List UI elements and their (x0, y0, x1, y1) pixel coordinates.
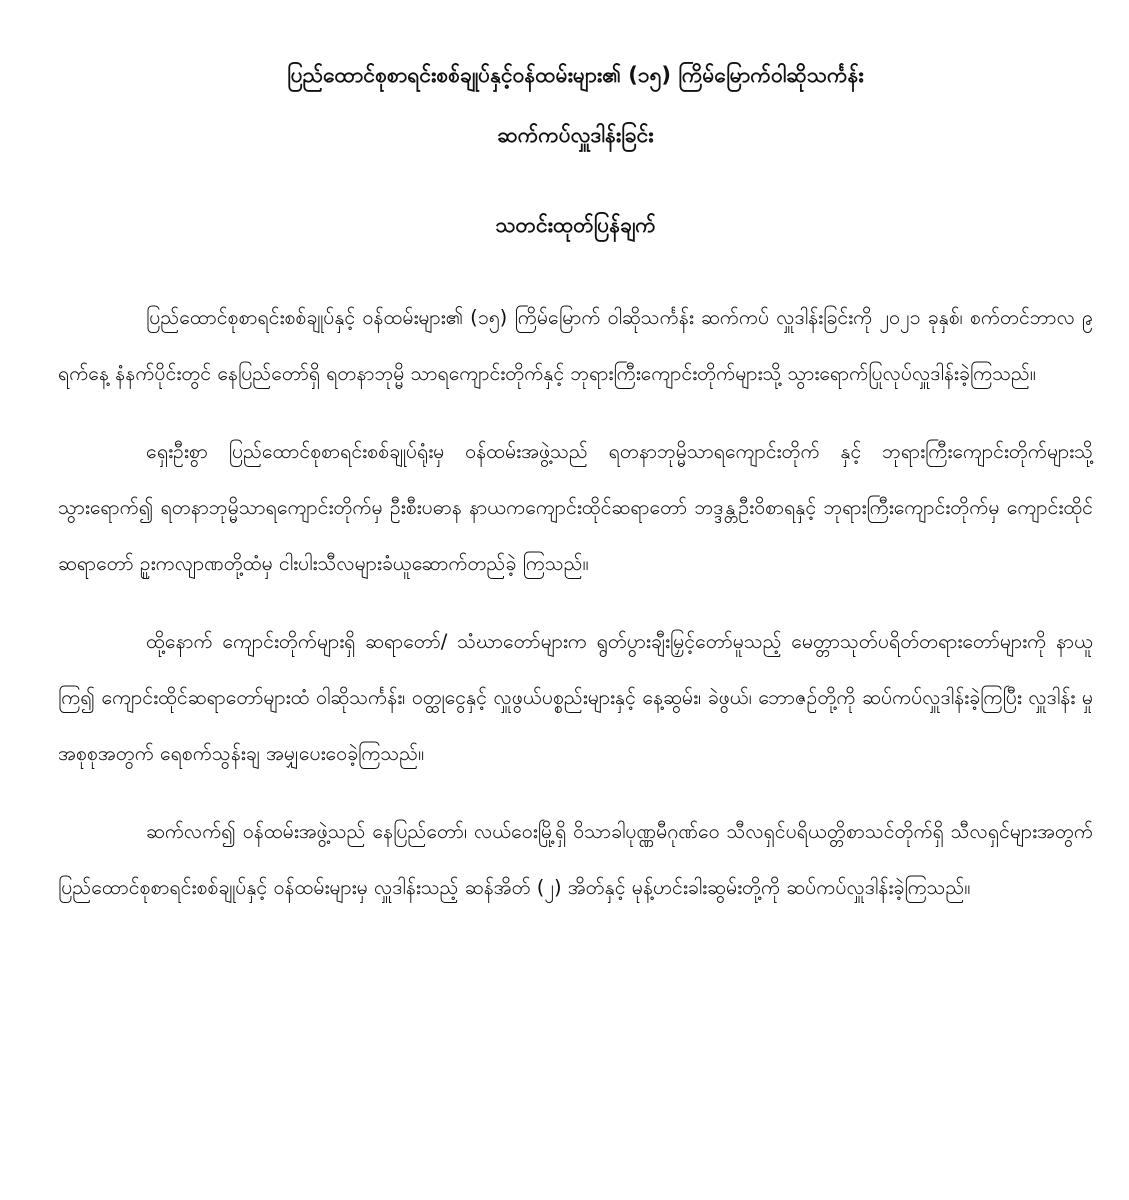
paragraph-3: ထို့နောက် ကျောင်းတိုက်များရှိ ဆရာတော်/ သံဃာတော်များက ရွတ်ပွားချီးမြှင့်တော်မူသည့် မေတ္တာသုတ်ပရိတ်တရားတော်များကို နာယူကြ၍ ကျောင်းထိုင်ဆရာတော်များထံ ဝါဆိုသင်္ကန်း၊ ဝတ္ထုငွေနှင့် လှူဖွယ်ပစ္စည်းများနှင့် နေ့ဆွမ်း၊ ခဲဖွယ်၊ ဘောဇဉ်တို့ကို ဆပ်ကပ်လှူဒါန်းခဲ့ကြပြီး လှူဒါန်း မှုအစုစုအတွက် ရေစက်သွန်းချ အမျှပေးဝေခဲ့ကြသည်။ (58, 630, 1093, 765)
document-body (58, 290, 1093, 916)
paragraph-4: ဆက်လက်၍ ဝန်ထမ်းအဖွဲ့သည် နေပြည်တော်၊ လယ်ဝေးမြို့ရှိ ဝိသာခါပုဏ္ဏမီဂုဏ်ဝေ သီလရှင်ပရိယတ္တိစာသင်တိုက်ရှိ သီလရှင်များအတွက် ပြည်ထောင်စုစာရင်းစစ်ချုပ်နှင့် ဝန်ထမ်းများမှ လှူဒါန်းသည့် ဆန်အိတ် (၂) အိတ်နှင့် မုန့်ဟင်းခါးဆွမ်းတို့ကို ဆပ်ကပ်လှူဒါန်းခဲ့ကြသည်။ (58, 820, 1093, 899)
document-title-line-1: ပြည်ထောင်စုစာရင်းစစ်ချုပ်နှင့်ဝန်ထမ်းများ၏ (၁၅) ကြိမ်မြောက်ဝါဆိုသင်္ကန်း (287, 63, 864, 87)
document-subtitle: သတင်းထုတ်ပြန်ချက် (495, 213, 656, 237)
paragraph-1: ပြည်ထောင်စုစာရင်းစစ်ချုပ်နှင့် ဝန်ထမ်းများ၏ (၁၅) ကြိမ်မြောက် ဝါဆိုသင်္ကန်း ဆက်ကပ် လှူဒါန်းခြင်းကို ၂၀၂၁ ခုနှစ်၊ စက်တင်ဘာလ ၉ ရက်နေ့ နံနက်ပိုင်းတွင် နေပြည်တော်ရှိ ရတနာဘုမ္မိ သာရကျောင်းတိုက်နှင့် ဘုရားကြီးကျောင်းတိုက်များသို့ သွားရောက်ပြုလုပ်လှူဒါန်းခဲ့ကြသည်။ (58, 306, 1093, 385)
document-title-line-2: ဆက်ကပ်လှူဒါန်းခြင်း (497, 123, 654, 147)
paragraph-2: ရှေးဦးစွာ ပြည်ထောင်စုစာရင်းစစ်ချုပ်ရုံးမှ ဝန်ထမ်းအဖွဲ့သည် ရတနာဘုမ္မိသာရကျောင်းတိုက် နှင့် ဘုရားကြီးကျောင်းတိုက်များသို့ သွားရောက်၍ ရတနာဘုမ္မိသာရကျောင်းတိုက်မှ ဦးစီးပဓာန နာယကကျောင်းထိုင်ဆရာတော် ဘဒ္ဒန္တဦးဝိစာရနှင့် ဘုရားကြီးကျောင်းတိုက်မှ ကျောင်းထိုင် ဆရာတော် ဉူးကလျာဏတို့ထံမှ ငါးပါးသီလများခံယူဆောက်တည်ခဲ့ ကြသည်။ (58, 440, 1093, 575)
